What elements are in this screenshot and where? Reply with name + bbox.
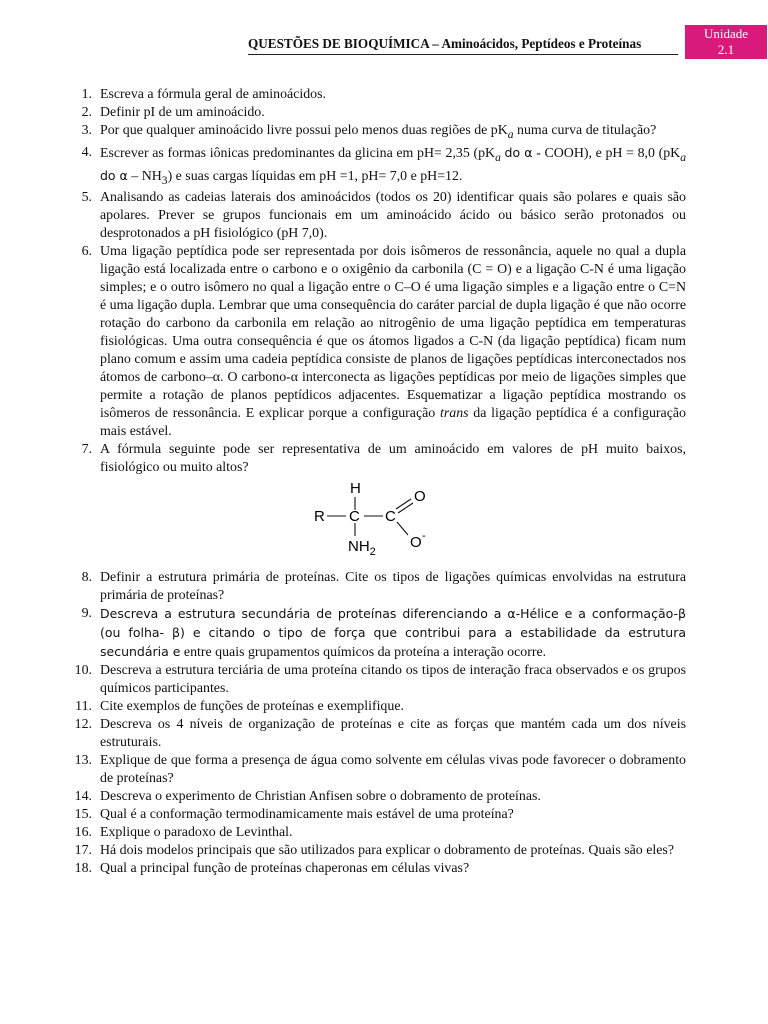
question-item [62, 788, 686, 806]
question-item [62, 86, 686, 104]
question-number: 13. [74, 753, 92, 769]
bond-double-2 [398, 503, 413, 513]
question-number: 14. [74, 789, 92, 805]
question-number: 8. [81, 570, 92, 586]
document-title: QUESTÕES DE BIOQUÍMICA – Aminoácidos, Peptídeos e Proteínas [248, 36, 642, 51]
question-item [62, 605, 686, 662]
question-number: 7. [81, 442, 92, 458]
question-number: 16. [74, 825, 92, 841]
atom-nh: $NH_2$ [348, 538, 376, 559]
question-item [62, 243, 686, 441]
question-item [62, 806, 686, 824]
unit-number: 2.1 [717, 42, 735, 57]
question-list [62, 86, 686, 878]
question-number: 3. [81, 123, 92, 138]
question-text: Descreva a estrutura terciária de uma proteína citando os tipos de interação fraca observados e os grupos químicos participantes. [100, 663, 686, 697]
question-text: Definir a estrutura primária de proteínas. Cite os tipos de ligações químicas envolvidas na estrutura primária de proteínas? [100, 570, 686, 604]
question-text: A fórmula seguinte pode ser representativa de um aminoácido em valores de pH muito baixos, fisiológico ou muito altos? [100, 442, 686, 476]
question-number: 11. [75, 699, 92, 715]
header-divider [248, 54, 678, 55]
question-text: Por que qualquer aminoácido livre possui pelo menos duas regiões de $pK_a$ numa curva de titulação? [100, 123, 657, 141]
charge-minus: - [422, 530, 426, 543]
bond-o-single [397, 522, 408, 535]
question-number: 18. [74, 861, 92, 877]
atom-h: H [350, 480, 361, 498]
question-item [62, 122, 686, 144]
unit-label: Unidade [703, 26, 749, 41]
question-text: Qual a principal função de proteínas chaperonas em células vivas? [100, 861, 470, 877]
question-number: 10. [74, 663, 92, 679]
question-item [62, 104, 686, 122]
question-number: 9. [81, 606, 92, 622]
bond-double-1 [396, 499, 411, 509]
question-number: 5. [81, 190, 92, 206]
atom-o-minus: O [410, 534, 422, 552]
question-text: Uma ligação peptídica pode ser representada por dois isômeros de ressonância, aquele no qual a dupla ligação está localizada entre o carbono e o oxigênio da carbonila (C = O) e a ligação C-N é uma ligação simples; e o outro isômero no qual a ligação entre o C–O é uma ligação simples e a ligação entre o C=N é uma ligação dupla. Lembrar que uma consequência do caráter parcial de dupla ligação é que não ocorre rotação do carbono da carbonila em relação ao nitrogênio de uma ligação peptídica em temperaturas fisiológicas. Uma outra consequência é que os átomos ligados a C-N (da ligação peptídica) ficam num plano comum e assim uma cadeia peptídica consiste de planos de ligações peptídicas interconectados nos átomos de carbono–α. O carbono-α interconecta as ligações peptídicas por meio de ligações simples que permite a rotação de planos peptídicos adjacentes. Esquematizar a ligação peptídica mostrando os isômeros de ressonância. E explicar porque a configuração trans da ligação peptídica é a configuração mais estável. [100, 244, 686, 440]
question-text: Cite exemplos de funções de proteínas e exemplifique. [100, 699, 404, 715]
question-number: 1. [81, 87, 92, 102]
question-number: 4. [81, 144, 92, 160]
question-number: 17. [74, 843, 92, 859]
question-item [62, 662, 686, 698]
question-text: Descreva a estrutura secundária de proteínas diferenciando a α-Hélice e a conformação-β (ou folha- β) e citando o tipo de força que contribui para a estabilidade da estrutura secundária e entre quais grupamentos químicos da proteína a interação ocorre. [100, 606, 686, 661]
question-text: Qual é a conformação termodinamicamente mais estável de uma proteína? [100, 807, 514, 823]
question-text: Analisando as cadeias laterais dos aminoácidos (todos os 20) identificar quais são polares e quais são apolares. Prever se grupos funcionais em um aminoácido ácido ou básico serão protonados ou desprotonados a pH fisiológico (pH 7,0). [100, 190, 686, 242]
question-item [62, 698, 686, 716]
question-text: Escrever as formas iônicas predominantes da glicina em pH= 2,35 ($pK_a$ do α - COOH), e pH = 8,0 ($pK_a$ do α – $NH_3$) e suas cargas líquidas em pH =1, pH= 7,0 e pH=12. [100, 144, 687, 187]
question-item [62, 752, 686, 788]
question-text: Definir pI de um aminoácido. [100, 105, 265, 120]
amino-acid-structure-figure [100, 477, 686, 569]
question-item [62, 716, 686, 752]
atom-r: R [314, 508, 325, 526]
amino-acid-structure [314, 479, 484, 569]
question-number: 2. [81, 105, 92, 120]
question-item [62, 144, 686, 190]
question-item [62, 441, 686, 477]
question-number: 6. [81, 244, 92, 260]
question-item [62, 189, 686, 243]
atom-c-carboxyl: C [385, 508, 396, 526]
unit-badge [685, 25, 767, 59]
question-text: Descreva os 4 níveis de organização de proteínas e cite as forças que mantém cada um dos níveis estruturais. [100, 717, 686, 751]
question-item [62, 569, 686, 605]
question-text: Há dois modelos principais que são utilizados para explicar o dobramento de proteínas. Quais são eles? [100, 843, 674, 859]
atom-o-double: O [414, 488, 426, 506]
question-text: Explique o paradoxo de Levinthal. [100, 825, 293, 841]
question-item [62, 860, 686, 878]
atom-c-alpha: C [349, 508, 360, 526]
question-number: 12. [74, 717, 92, 733]
question-text: Descreva o experimento de Christian Anfisen sobre o dobramento de proteínas. [100, 789, 541, 805]
question-item [62, 842, 686, 860]
question-text: Escreva a fórmula geral de aminoácidos. [100, 87, 327, 102]
question-number: 15. [74, 807, 92, 823]
question-text: Explique de que forma a presença de água como solvente em células vivas pode favorecer o dobramento de proteínas? [100, 753, 686, 787]
question-item [62, 824, 686, 842]
